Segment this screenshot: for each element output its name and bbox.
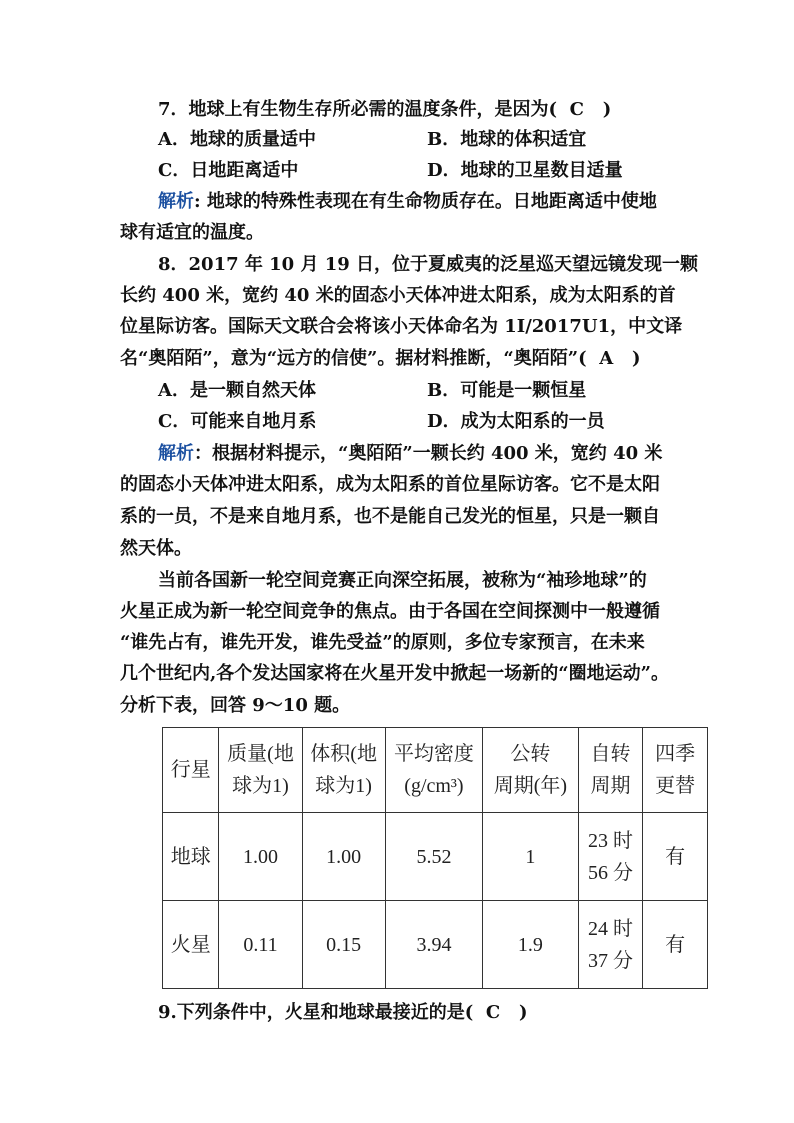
analysis-label: 解析 bbox=[158, 443, 194, 464]
option-7b: B．地球的体积适宜 bbox=[427, 129, 587, 150]
planet-comparison-table bbox=[162, 727, 708, 989]
table-header-row bbox=[163, 728, 708, 813]
analysis-8-line-3: 系的一员，不是来自地月系，也不是能自己发光的恒星，只是一颗自 bbox=[120, 506, 660, 527]
cell-revolution: 1.9 bbox=[483, 901, 578, 989]
analysis-7-line-1: 解析: 地球的特殊性表现在有生命物质存在。日地距离适中使地 bbox=[158, 191, 657, 212]
analysis-8-line-2: 的固态小天体冲进太阳系，成为太阳系的首位星际访客。它不是太阳 bbox=[120, 474, 660, 495]
passage-line-2: 火星正成为新一轮空间竞争的焦点。由于各国在空间探测中一般遵循 bbox=[120, 601, 660, 622]
cell-seasons: 有 bbox=[643, 813, 708, 901]
cell-density: 5.52 bbox=[385, 813, 483, 901]
header-revolution: 公转 周期(年) bbox=[483, 728, 578, 813]
question-9-stem: 9.下列条件中，火星和地球最接近的是( C ) bbox=[158, 1002, 528, 1023]
cell-rotation: 24 时 37 分 bbox=[578, 901, 643, 989]
analysis-label: 解析 bbox=[158, 191, 194, 212]
option-8d: D．成为太阳系的一员 bbox=[427, 411, 605, 432]
question-8-options-row-2 bbox=[158, 407, 605, 437]
cell-density: 3.94 bbox=[385, 901, 483, 989]
table-row bbox=[163, 813, 708, 901]
option-7a: A．地球的质量适中 bbox=[158, 129, 316, 150]
header-planet: 行星 bbox=[163, 728, 219, 813]
cell-planet: 地球 bbox=[163, 813, 219, 901]
cell-seasons: 有 bbox=[643, 901, 708, 989]
analysis-8-line-4: 然天体。 bbox=[120, 538, 192, 559]
question-8-options-row-1 bbox=[158, 376, 587, 406]
analysis-8-line-1: 解析：根据材料提示，“奥陌陌”一颗长约 400 米，宽约 40 米 bbox=[158, 443, 663, 464]
cell-planet: 火星 bbox=[163, 901, 219, 989]
header-mass: 质量(地 球为1) bbox=[219, 728, 302, 813]
passage-line-4: 几个世纪内,各个发达国家将在火星开发中掀起一场新的“圈地运动”。 bbox=[120, 663, 669, 684]
question-8-stem-4: 名“奥陌陌”，意为“远方的信使”。据材料推断，“奥陌陌”( A ) bbox=[120, 348, 641, 369]
option-7d: D．地球的卫星数目适量 bbox=[427, 160, 623, 181]
passage-line-1: 当前各国新一轮空间竞赛正向深空拓展，被称为“袖珍地球”的 bbox=[158, 570, 647, 591]
table-row bbox=[163, 901, 708, 989]
question-8-stem-3: 位星际访客。国际天文联合会将该小天体命名为 1I/2017U1，中文译 bbox=[120, 316, 683, 337]
header-volume: 体积(地 球为1) bbox=[302, 728, 385, 813]
analysis-7-line-2: 球有适宜的温度。 bbox=[120, 222, 264, 243]
question-8-stem-1: 8．2017 年 10 月 19 日，位于夏威夷的泛星巡天望远镜发现一颗 bbox=[158, 254, 699, 275]
cell-mass: 0.11 bbox=[219, 901, 302, 989]
header-density: 平均密度 (g/cm³) bbox=[385, 728, 483, 813]
question-7-stem: 7．地球上有生物生存所必需的温度条件，是因为( C ) bbox=[158, 99, 612, 120]
question-8-stem-2: 长约 400 米，宽约 40 米的固态小天体冲进太阳系，成为太阳系的首 bbox=[120, 285, 676, 306]
passage-line-3: “谁先占有，谁先开发，谁先受益”的原则，多位专家预言，在未来 bbox=[120, 632, 645, 653]
cell-rotation: 23 时 56 分 bbox=[578, 813, 643, 901]
option-8c: C．可能来自地月系 bbox=[158, 411, 317, 432]
answer-7: C bbox=[569, 99, 584, 120]
cell-volume: 1.00 bbox=[302, 813, 385, 901]
option-8a: A．是一颗自然天体 bbox=[158, 380, 316, 401]
answer-8: A bbox=[599, 348, 614, 369]
header-seasons: 四季 更替 bbox=[643, 728, 708, 813]
option-8b: B．可能是一颗恒星 bbox=[427, 380, 587, 401]
header-rotation: 自转 周期 bbox=[578, 728, 643, 813]
cell-mass: 1.00 bbox=[219, 813, 302, 901]
question-7-options-row-2 bbox=[158, 156, 623, 186]
question-7-options-row-1 bbox=[158, 125, 587, 155]
passage-line-5: 分析下表，回答 9～10 题。 bbox=[120, 695, 351, 716]
option-7c: C．日地距离适中 bbox=[158, 160, 299, 181]
cell-volume: 0.15 bbox=[302, 901, 385, 989]
cell-revolution: 1 bbox=[483, 813, 578, 901]
answer-9: C bbox=[485, 1002, 501, 1023]
